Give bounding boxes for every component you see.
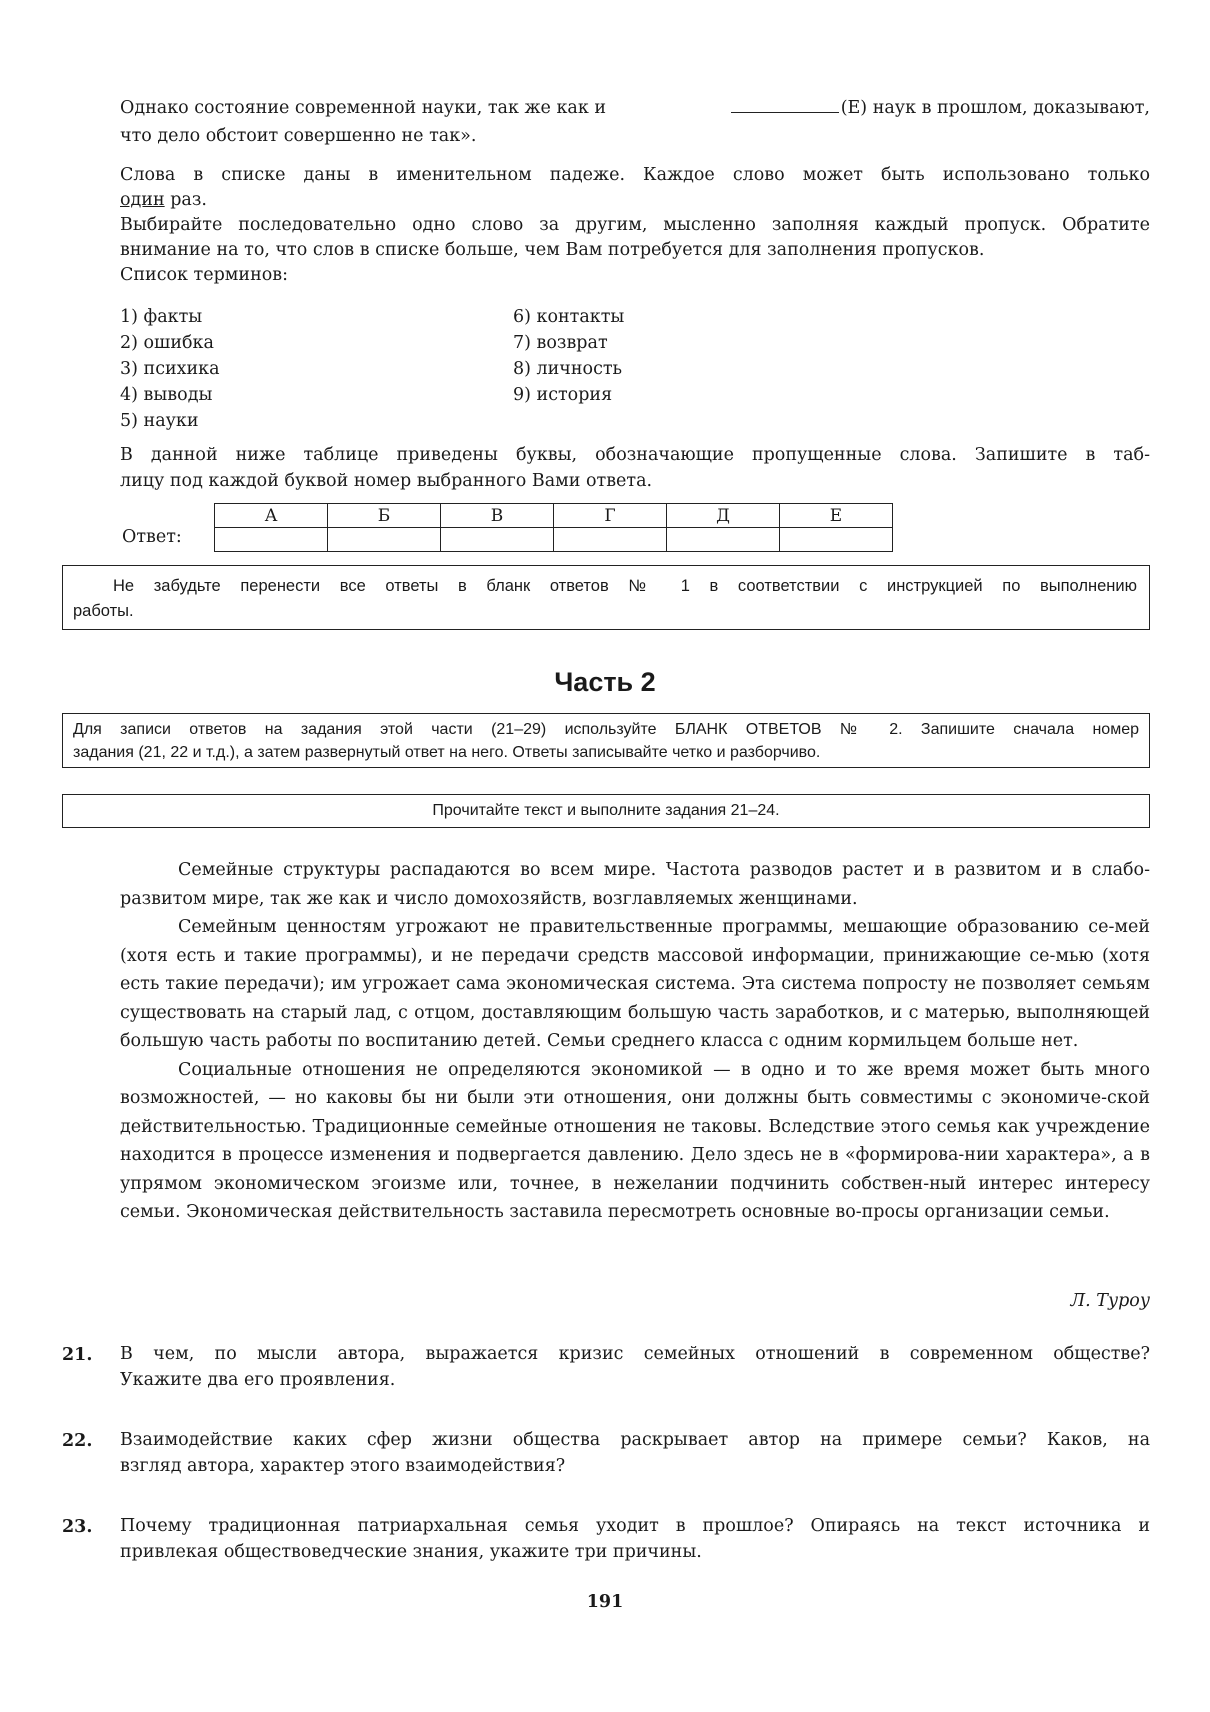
top-line1-after: (Е) наук в прошлом, доказывают, [840, 98, 1150, 118]
answer-label: Ответ: [122, 527, 182, 547]
question-line2: взгляд автора, характер этого взаимодействия? [120, 1456, 566, 1476]
answer-cell-g[interactable] [554, 528, 667, 552]
answer-cell-a[interactable] [215, 528, 328, 552]
question-line1: Взаимодействие каких сфер жизни общества раскрывает автор на примере семьи? Каков, на [120, 1430, 1150, 1450]
term-item: 5) науки [120, 411, 199, 431]
part2-title: Часть 2 [554, 667, 656, 697]
question-line1: Почему традиционная патриархальная семья уходит в прошлое? Опираясь на текст источника и [120, 1516, 1150, 1536]
answer-cell-d[interactable] [667, 528, 780, 552]
term-item: 3) психика [120, 359, 220, 379]
term-item: 7) возврат [513, 333, 608, 353]
part2-box-line2: задания (21, 22 и т.д.), а затем развернутый ответ на него. Ответы записывайте четко и разборчиво. [73, 744, 821, 761]
answer-letter-e: Е [780, 504, 893, 528]
question-line1: В чем, по мысли автора, выражается кризис семейных отношений в современном обществе? [120, 1344, 1150, 1364]
term-item: 9) история [513, 385, 613, 405]
term-item: 8) личность [513, 359, 623, 379]
answer-cell-e[interactable] [780, 528, 893, 552]
text-paragraph-1: Семейные структуры распадаются во всем мире. Частота разводов растет и в развитом и в слабо-развитом мире, так же как и число домохозяйств, возглавляемых женщинами. [120, 860, 1150, 909]
table-intro-line2: лицу под каждой буквой номер выбранного Вами ответа. [120, 471, 653, 491]
answer-cell-v[interactable] [441, 528, 554, 552]
instructions-underlined-word: один [120, 190, 165, 210]
reminder-line2: работы. [73, 602, 134, 620]
part2-box-line1: Для записи ответов на задания этой части (21–29) используйте БЛАНК ОТВЕТОВ № 2. Запишите сначала номер [73, 721, 1139, 738]
part2-instructions-box [62, 713, 1150, 768]
terms-right-column [513, 304, 813, 408]
terms-list-title: Список терминов: [120, 265, 289, 285]
top-sentence [120, 94, 1150, 150]
answer-letter-v: В [441, 504, 554, 528]
text-author: Л. Туроу [1070, 1291, 1150, 1311]
text-paragraph-3: Социальные отношения не определяются экономикой — в одно и то же время может быть много возможностей, — но каковы бы ни были эти отношения, они должны быть совместимы с экономиче-ской действительностью. Традиционные семейные отношения не таковы. Вследствие этого семья как учреждение находится в процессе изменения и подвергается давлению. Дело здесь не в «формирова-нии характера», а в упрямом экономическом эгоизме или, точнее, в нежелании подчинить собствен-ный интерес интересу семьи. Экономическая действительность заставила пересмотреть основные во-просы организации семьи. [120, 1059, 1150, 1222]
reminder-line1: Не забудьте перенести все ответы в бланк ответов № 1 в соответствии с инструкцией по выполнению [113, 577, 1137, 595]
question-line2: привлекая обществоведческие знания, укажите три причины. [120, 1542, 702, 1562]
terms-left-column [120, 304, 420, 434]
top-line1-before: Однако состояние современной науки, так же как и [120, 98, 606, 118]
question-line2: Укажите два его проявления. [120, 1370, 396, 1390]
instructions-line4: внимание на то, что слов в списке больше, чем Вам потребуется для заполнения пропусков. [120, 240, 985, 260]
answer-letter-b: Б [328, 504, 441, 528]
term-item: 2) ошибка [120, 333, 214, 353]
read-task-box [62, 794, 1150, 828]
answer-blank-e [731, 96, 839, 113]
instructions-line2-rest: раз. [170, 190, 207, 210]
top-line2: что дело обстоит совершенно не так». [120, 126, 477, 146]
term-item: 4) выводы [120, 385, 213, 405]
term-item: 1) факты [120, 307, 203, 327]
instructions-line3: Выбирайте последовательно одно слово за другим, мысленно заполняя каждый пропуск. Обратите [120, 215, 1150, 235]
table-intro [120, 442, 1150, 494]
page-number: 191 [586, 1592, 624, 1612]
source-text [120, 856, 1150, 1227]
question-number: 23. [62, 1517, 93, 1537]
answer-letter-d: Д [667, 504, 780, 528]
instructions-block [120, 163, 1150, 288]
text-paragraph-2: Семейным ценностям угрожают не правительственные программы, мешающие образованию се-мей (хотя есть и такие программы), и не передачи средств массовой информации, принижающие се-мью (хотя есть такие передачи); им угрожает сама экономическая система. Эта система попросту не позволяет семьям существовать на старый лад, с отцом, доставляющим большую часть заработков, и с матерью, выполняющей большую часть работы по воспитанию детей. Семьи среднего класса с одним кормильцем больше нет. [120, 917, 1150, 1051]
answer-table [214, 503, 893, 552]
reminder-box [62, 565, 1150, 630]
question-number: 21. [62, 1345, 93, 1365]
table-intro-line1: В данной ниже таблице приведены буквы, обозначающие пропущенные слова. Запишите в таб- [120, 445, 1150, 465]
answer-letter-a: А [215, 504, 328, 528]
read-task-text: Прочитайте текст и выполните задания 21–24. [432, 802, 780, 819]
question-number: 22. [62, 1431, 93, 1451]
instructions-line1: Слова в списке даны в именительном падеже. Каждое слово может быть использовано только [120, 165, 1150, 185]
answer-cell-b[interactable] [328, 528, 441, 552]
term-item: 6) контакты [513, 307, 625, 327]
answer-letter-g: Г [554, 504, 667, 528]
